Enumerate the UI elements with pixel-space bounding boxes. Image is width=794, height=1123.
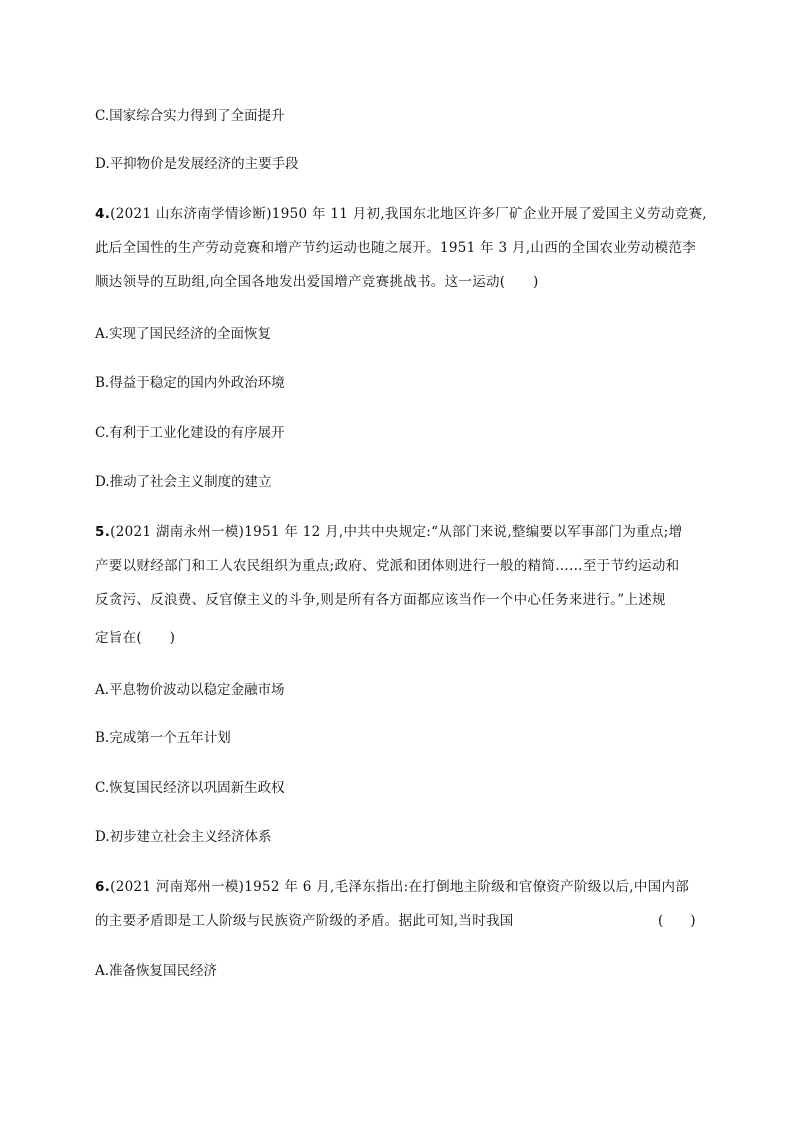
question-5-option-c: C.恢复国民经济以巩固新生政权	[95, 780, 285, 796]
option-d-prev: D.平抑物价是发展经济的主要手段	[95, 156, 299, 172]
question-5-line-2: 产要以财经部门和工人农民组织为重点;政府、党派和团体则进行一般的精简……至于节约运动和	[95, 558, 680, 574]
question-5-line-4: 定旨在( )	[95, 630, 176, 646]
question-5-option-b: B.完成第一个五年计划	[95, 730, 231, 746]
question-5-line-1: 5.(2021 湖南永州一模)1951 年 12 月,中共中央规定:“从部门来说,整编要以军事部门为重点;增	[95, 524, 683, 540]
question-4-line-2: 此后全国性的生产劳动竞赛和增产节约运动也随之展开。1951 年 3 月,山西的全国农业劳动模范李	[95, 240, 697, 256]
question-4-line-3: 顺达领导的互助组,向全国各地发出爱国增产竞赛挑战书。这一运动( )	[95, 274, 539, 290]
question-6-line-2: 的主要矛盾即是工人阶级与民族资产阶级的矛盾。据此可知,当时我国	[95, 913, 514, 929]
option-c-prev: C.国家综合实力得到了全面提升	[95, 108, 285, 124]
answer-blank: ( )	[658, 913, 696, 929]
question-6-line-1: 6.(2021 河南郑州一模)1952 年 6 月,毛泽东指出:在打倒地主阶级和官僚资产阶级以后,中国内部	[95, 879, 690, 895]
question-5-line-3: 反贪污、反浪费、反官僚主义的斗争,则是所有各方面都应该当作一个中心任务来进行。”上述规	[95, 592, 666, 608]
question-4-line-1: 4.(2021 山东济南学情诊断)1950 年 11 月初,我国东北地区许多厂矿企业开展了爱国主义劳动竞赛,	[95, 206, 707, 222]
question-6-number: 6.	[95, 879, 111, 895]
question-6-option-a: A.准备恢复国民经济	[95, 963, 218, 979]
question-5-number: 5.	[95, 524, 111, 540]
question-4-option-d: D.推动了社会主义制度的建立	[95, 474, 272, 490]
question-4-option-b: B.得益于稳定的国内外政治环境	[95, 375, 285, 391]
question-4-option-a: A.实现了国民经济的全面恢复	[95, 326, 272, 342]
question-5-option-d: D.初步建立社会主义经济体系	[95, 829, 272, 845]
question-5-option-a: A.平息物价波动以稳定金融市场	[95, 682, 285, 698]
question-4-option-c: C.有利于工业化建设的有序展开	[95, 425, 285, 441]
question-4-number: 4.	[95, 206, 111, 222]
